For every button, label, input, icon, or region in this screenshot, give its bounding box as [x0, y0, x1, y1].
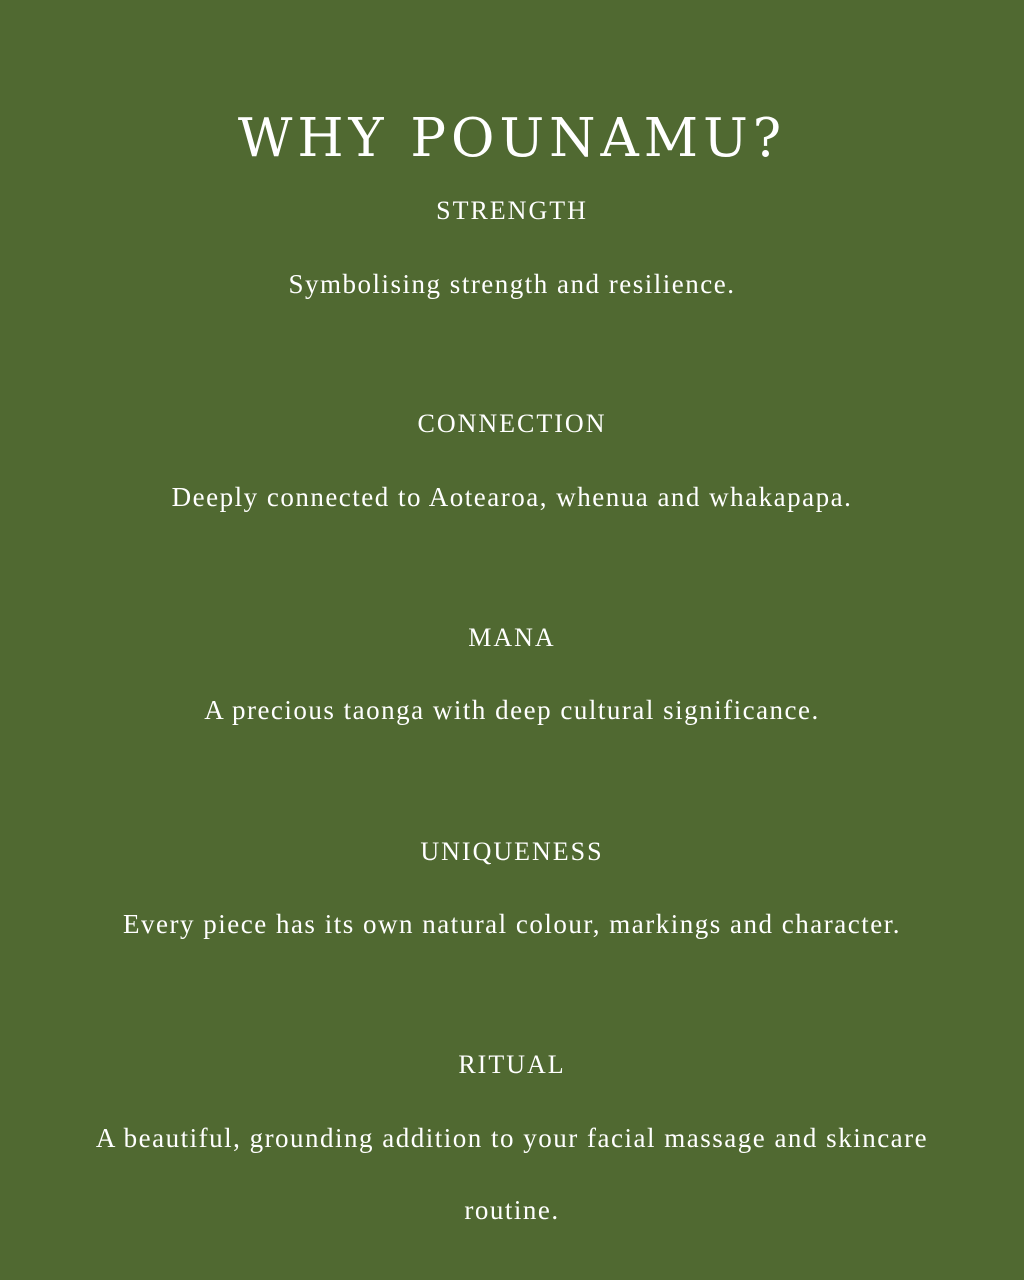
section-heading-connection: CONNECTION	[417, 409, 607, 438]
section-heading-uniqueness: UNIQUENESS	[420, 837, 604, 866]
section-heading-strength: STRENGTH	[436, 196, 588, 225]
section-body-uniqueness: Every piece has its own natural colour, markings and character.	[123, 909, 901, 939]
section-heading-ritual: RITUAL	[458, 1050, 566, 1079]
section-body-strength: Symbolising strength and resilience.	[288, 269, 736, 299]
section-body-connection: Deeply connected to Aotearoa, whenua and whakapapa.	[171, 482, 853, 512]
section-body-ritual: A beautiful, grounding addition to your facial massage and skincare routine.	[95, 1123, 929, 1225]
section-heading-mana: MANA	[468, 623, 556, 652]
section-body-mana: A precious taonga with deep cultural significance.	[204, 695, 820, 725]
page-title: WHY POUNAMU?	[237, 107, 787, 169]
